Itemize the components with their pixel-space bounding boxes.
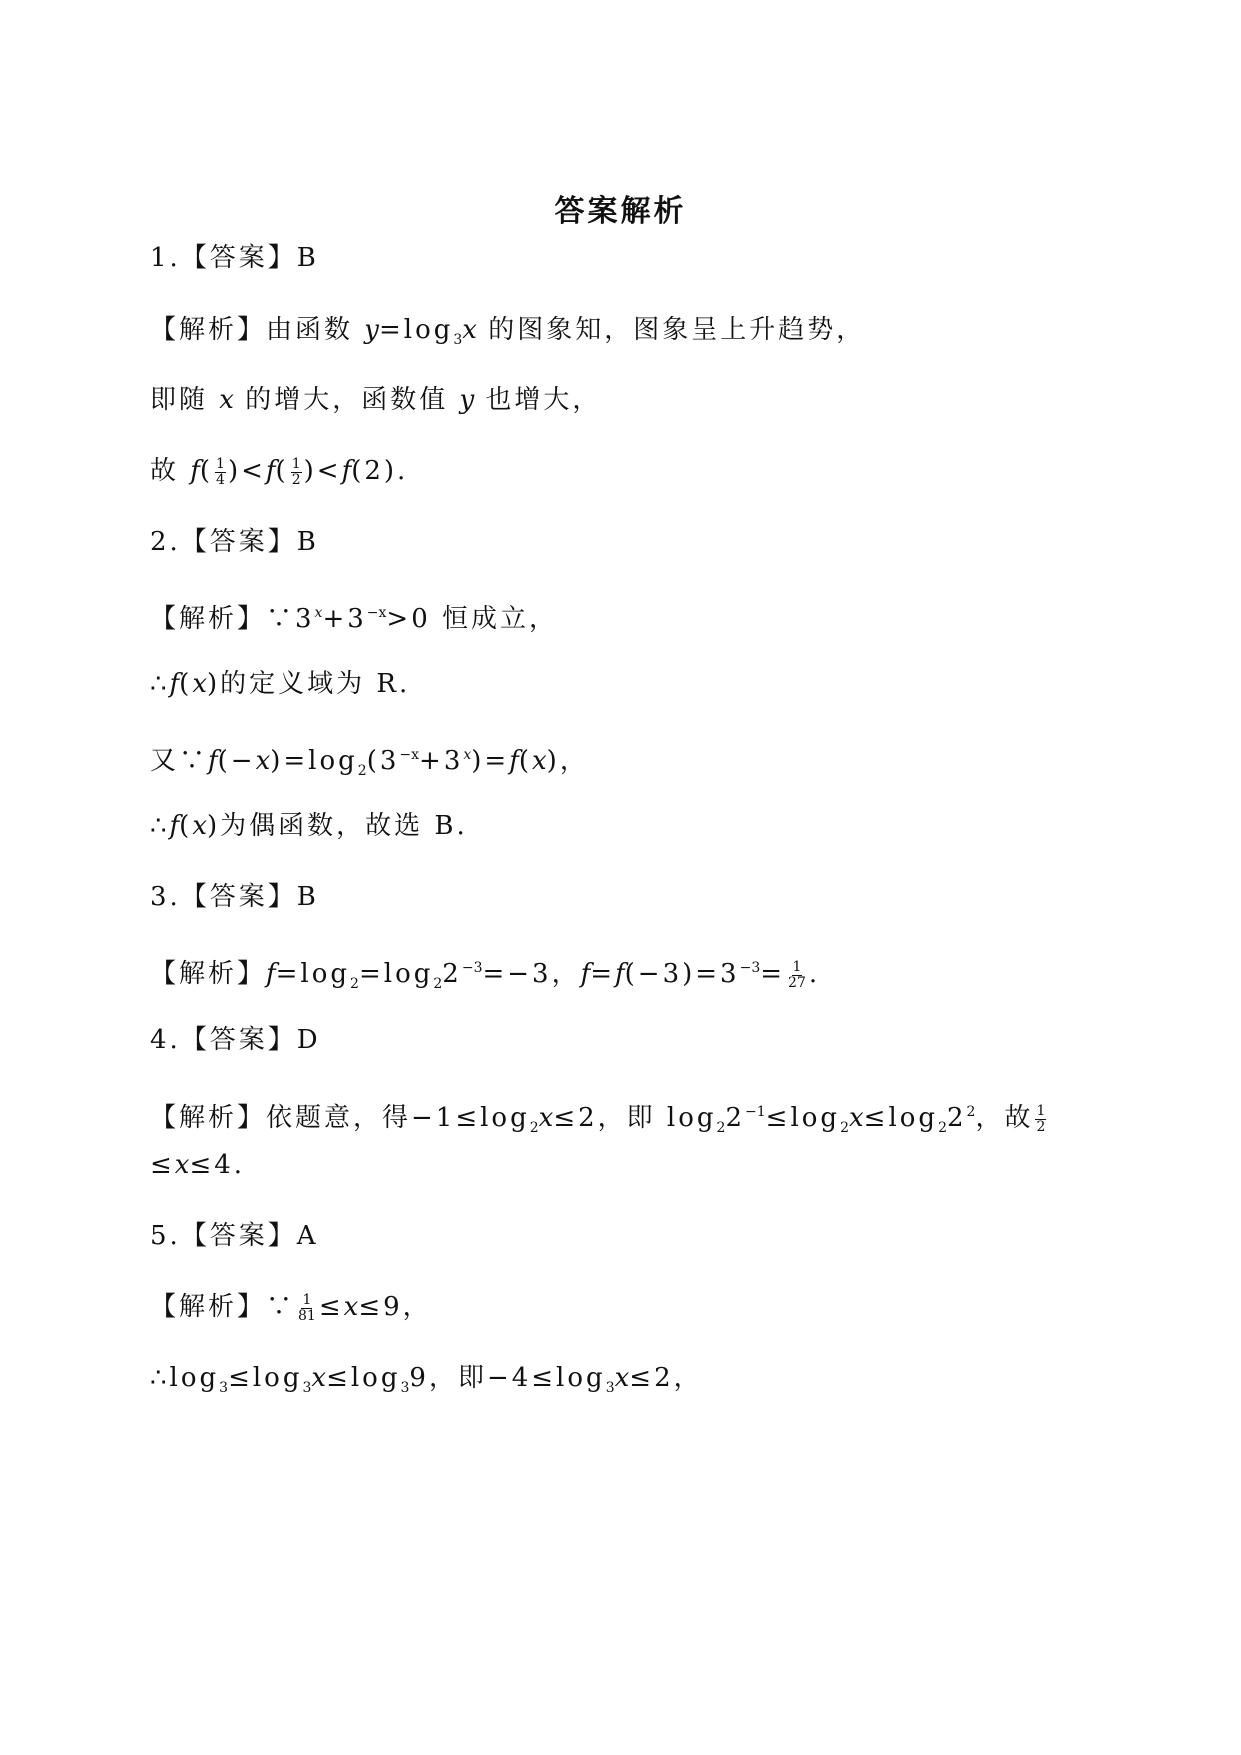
fraction: $\frac{1}{4}$ [216,455,225,488]
analysis-line-2-3: 又$\because f(-x)=\log_2(3^{-x}+3^x)=f(x)$， [150,746,589,779]
answer-line-1: 1.【答案】B [150,243,319,273]
analysis-line-1-2: 即随 x 的增大，函数值 y 也增大， [150,385,602,415]
analysis-line-4-2: ≤x≤4. [150,1150,246,1180]
answer-line-5: 5.【答案】A [150,1221,319,1251]
analysis-line-2-4: ∴f(x)为偶函数，故选 B. [150,811,468,841]
analysis-line-5-1: 【解析】∵ $\frac{1}{81}$ ≤x≤9， [150,1291,432,1324]
fraction: $\frac{1}{27}$ [788,958,806,991]
page-title: 答案解析 [554,194,687,229]
answer-line-2: 2.【答案】B [150,527,319,557]
fraction: $\frac{1}{2}$ [1036,1102,1046,1135]
analysis-line-1-3: 故 f( $\frac{1}{4}$ )<f( $\frac{1}{2}$ )<f(2). [150,455,409,488]
analysis-line-1-1: 【解析】由函数 $y=\log_3x$ 的图象知，图象呈上升趋势， [150,315,866,348]
analysis-line-2-1: 【解析】$\because 3^x+3^{-x}>0$ 恒成立， [150,604,559,634]
analysis-line-4-1: 【解析】依题意，得$-1\le\log_2x\le 2$，即 $\log_22^{-1}\le\log_2x\le\log_22^2$，故 $\frac{1}{2}$ [150,1102,1046,1136]
analysis-line-3-1: 【解析】$f=\log_2=\log_22^{-3}=-3$，$f=f(-3)=3^{-3}=$ $\frac{1}{27}$ . [150,958,821,992]
analysis-line-5-2: $\therefore\log_3\le\log_3x\le\log_39$，即$-4\le\log_3x\le 2$， [150,1363,703,1396]
answer-line-4: 4.【答案】D [150,1025,321,1055]
fraction: $\frac{1}{81}$ [298,1291,316,1324]
analysis-line-2-2: ∴f(x)的定义域为 R. [150,669,411,699]
answer-line-3: 3.【答案】B [150,882,319,912]
fraction: $\frac{1}{2}$ [291,455,301,488]
